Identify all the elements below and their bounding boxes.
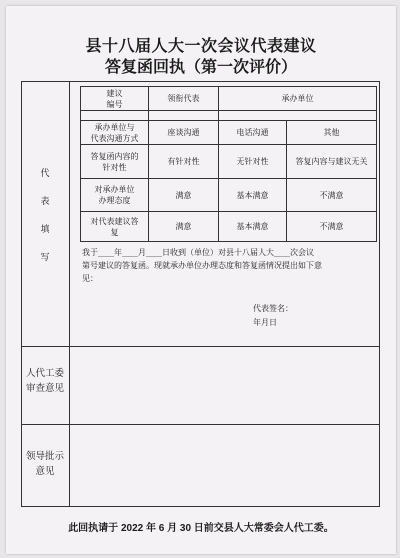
row-proposal-number-label bbox=[81, 87, 148, 110]
section-divider-2 bbox=[21, 424, 380, 425]
row1-label-line2: 编号 bbox=[106, 99, 123, 109]
form-title-line1: 县十八届人大一次会议代表建议 bbox=[85, 36, 317, 55]
leader-instruction-label bbox=[21, 449, 69, 479]
statement-line3: 见： bbox=[82, 274, 98, 283]
footer-note: 此回执请于 2022 年 6 月 30 日前交县人大常委会人代工委。 bbox=[68, 523, 334, 534]
lead-representative-header: 领衔代表 bbox=[167, 94, 200, 103]
option-unrelated[interactable]: 答复内容与建议无关 bbox=[295, 157, 368, 166]
section-divider-1 bbox=[21, 346, 380, 347]
signature-label: 代表签名： bbox=[253, 304, 293, 313]
row2-label-line2: 代表沟通方式 bbox=[90, 133, 139, 143]
reply-satisfied[interactable]: 满意 bbox=[175, 222, 192, 231]
row5-label-line2: 复 bbox=[110, 227, 119, 237]
row-reply-label bbox=[81, 212, 148, 241]
option-symposium[interactable]: 座谈沟通 bbox=[167, 128, 200, 137]
option-phone[interactable]: 电话沟通 bbox=[236, 128, 269, 137]
border-bottom bbox=[21, 506, 380, 507]
side-label-char-2: 表 bbox=[40, 197, 50, 207]
statement-line1: 我于____年____月____日收到（单位）对县十八届人大____次会议 bbox=[82, 248, 314, 257]
side-label-char-3: 填 bbox=[40, 225, 50, 235]
row-relevance-label bbox=[81, 145, 148, 178]
leader-instruction-label-line2: 意见 bbox=[35, 466, 55, 477]
row4-label-line2: 办理态度 bbox=[98, 196, 131, 205]
row-attitude-label bbox=[81, 179, 148, 211]
table-hline-1 bbox=[80, 110, 377, 111]
row2-label-line1: 承办单位与 bbox=[94, 122, 135, 132]
committee-review-label-line1: 人代工委 bbox=[25, 368, 64, 379]
committee-review-label bbox=[21, 366, 69, 396]
form-title-line2: 答复函回执（第一次评价） bbox=[104, 57, 297, 76]
row3-label-line1: 答复函内容的 bbox=[90, 151, 139, 161]
side-label-char-4: 写 bbox=[40, 253, 50, 263]
reply-basically-satisfied[interactable]: 基本满意 bbox=[236, 222, 269, 231]
option-not-relevant[interactable]: 无针对性 bbox=[236, 157, 269, 166]
option-other[interactable]: 其他 bbox=[323, 128, 340, 137]
row5-label-line1: 对代表建议答 bbox=[90, 216, 139, 226]
side-label-char-1: 代 bbox=[40, 169, 50, 179]
committee-review-label-line2: 审查意见 bbox=[25, 383, 64, 394]
option-relevant[interactable]: 有针对性 bbox=[167, 157, 200, 166]
receipt-form bbox=[6, 6, 396, 554]
handling-unit-header: 承办单位 bbox=[281, 94, 314, 103]
attitude-basically-satisfied[interactable]: 基本满意 bbox=[236, 190, 269, 200]
attitude-satisfied[interactable]: 满意 bbox=[175, 190, 192, 200]
row3-label-line2: 针对性 bbox=[102, 162, 127, 172]
statement-line2: 第号建议的答复函。现就承办单位办理态度和答复函情况提出如下意 bbox=[82, 261, 322, 270]
side-column-divider bbox=[69, 81, 70, 506]
reply-dissatisfied[interactable]: 不满意 bbox=[319, 222, 344, 231]
row1-label-line1: 建议 bbox=[106, 88, 123, 98]
attitude-dissatisfied[interactable]: 不满意 bbox=[319, 190, 344, 200]
row-communication-label bbox=[81, 121, 148, 144]
table-bottom bbox=[80, 241, 377, 242]
leader-instruction-label-line1: 领导批示 bbox=[25, 451, 64, 462]
row4-label-line1: 对承办单位 bbox=[94, 185, 135, 194]
border-right bbox=[379, 81, 380, 506]
signature-date: 年月日 bbox=[253, 318, 277, 327]
border-left bbox=[21, 81, 22, 506]
border-top bbox=[21, 81, 380, 82]
